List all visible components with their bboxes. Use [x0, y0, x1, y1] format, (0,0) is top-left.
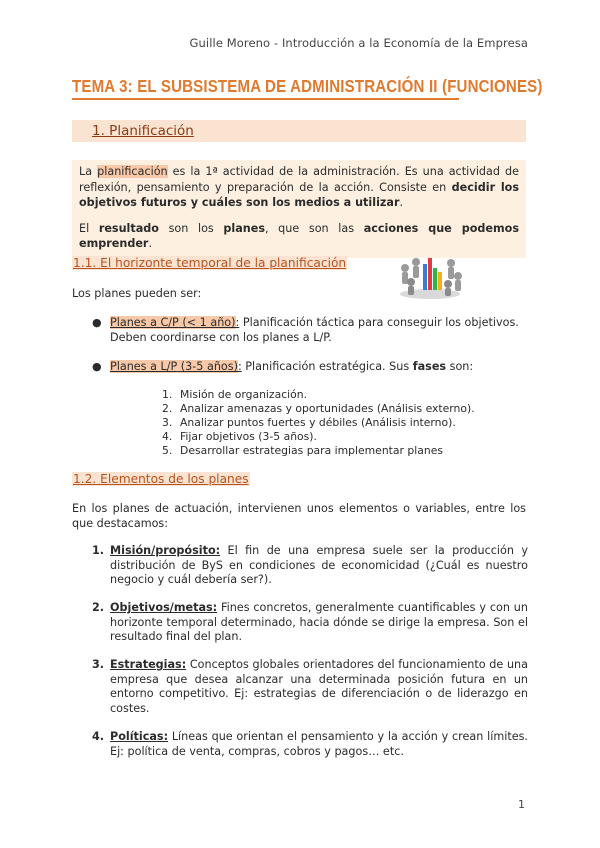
subsection-title-elementos: 1.2. Elementos de los planes — [73, 472, 249, 486]
phase-item: 2. Analizar amenazas y oportunidades (Análisis externo). — [162, 402, 475, 415]
bullet-planes-cp: ● Planes a C/P (< 1 año): Planificación táctica para conseguir los objetivos. Deben coordinarse con los planes a L/P. — [92, 316, 519, 344]
term-highlight: planificación — [97, 165, 168, 178]
callout-paragraph-2: El resultado son los planes, que son las acciones que podemos emprender. — [79, 221, 520, 250]
definition-callout — [72, 160, 526, 258]
phase-item: 1. Misión de organización. — [162, 388, 308, 401]
bullet-dot-icon: ● — [92, 316, 102, 329]
running-header: Guille Moreno - Introducción a la Economía de la Empresa — [189, 36, 528, 50]
page-number: 1 — [518, 798, 525, 811]
elemento-item: 4. Políticas: Líneas que orientan el pensamiento y la acción y crean límites. Ej: política de venta, compras, cobros y pagos… etc. — [92, 730, 528, 758]
elemento-item: 3. Estrategias: Conceptos globales orientadores del funcionamiento de una empresa que desea alcanzar una determinada posición futura en un entorno competitivo. Ej: estrategias de diferenciación o de liderazgo en costes. — [92, 658, 528, 715]
chapter-title: TEMA 3: EL SUBSISTEMA DE ADMINISTRACIÓN II (FUNCIONES) — [72, 76, 459, 100]
subsection-title-horizonte: 1.1. El horizonte temporal de la planificación — [73, 256, 347, 270]
callout-paragraph-1: La planificación es la 1ª actividad de la administración. Es una actividad de reflexión, pensamiento y preparación de la acción. Consiste en decidir los objetivos futuros y cuáles son los medios a utilizar. — [79, 165, 519, 209]
elemento-item: 2. Objetivos/metas: Fines concretos, generalmente cuantificables y con un horizonte temporal determinado, hacia dónde se dirige la empresa. Son el resultado final del plan. — [92, 601, 528, 644]
elemento-item: 1. Misión/propósito: El fin de una empresa suele ser la producción y distribución de ByS en condiciones de economicidad (¿Cuál es nuestro negocio y cuál debería ser?). — [92, 544, 528, 587]
phase-item: 4. Fijar objetivos (3-5 años). — [162, 430, 317, 443]
elementos-intro: En los planes de actuación, intervienen unos elementos o variables, entre los que destacamos: — [72, 502, 526, 530]
phase-item: 3. Analizar puntos fuertes y débiles (Análisis interno). — [162, 416, 456, 429]
bullet-planes-lp: ● Planes a L/P (3-5 años): Planificación estratégica. Sus fases son: — [92, 360, 474, 373]
planes-intro: Los planes pueden ser: — [72, 287, 202, 300]
section-title: 1. Planificación — [92, 123, 194, 139]
bullet-dot-icon: ● — [92, 360, 102, 373]
phase-item: 5. Desarrollar estrategias para implementar planes — [162, 444, 443, 457]
